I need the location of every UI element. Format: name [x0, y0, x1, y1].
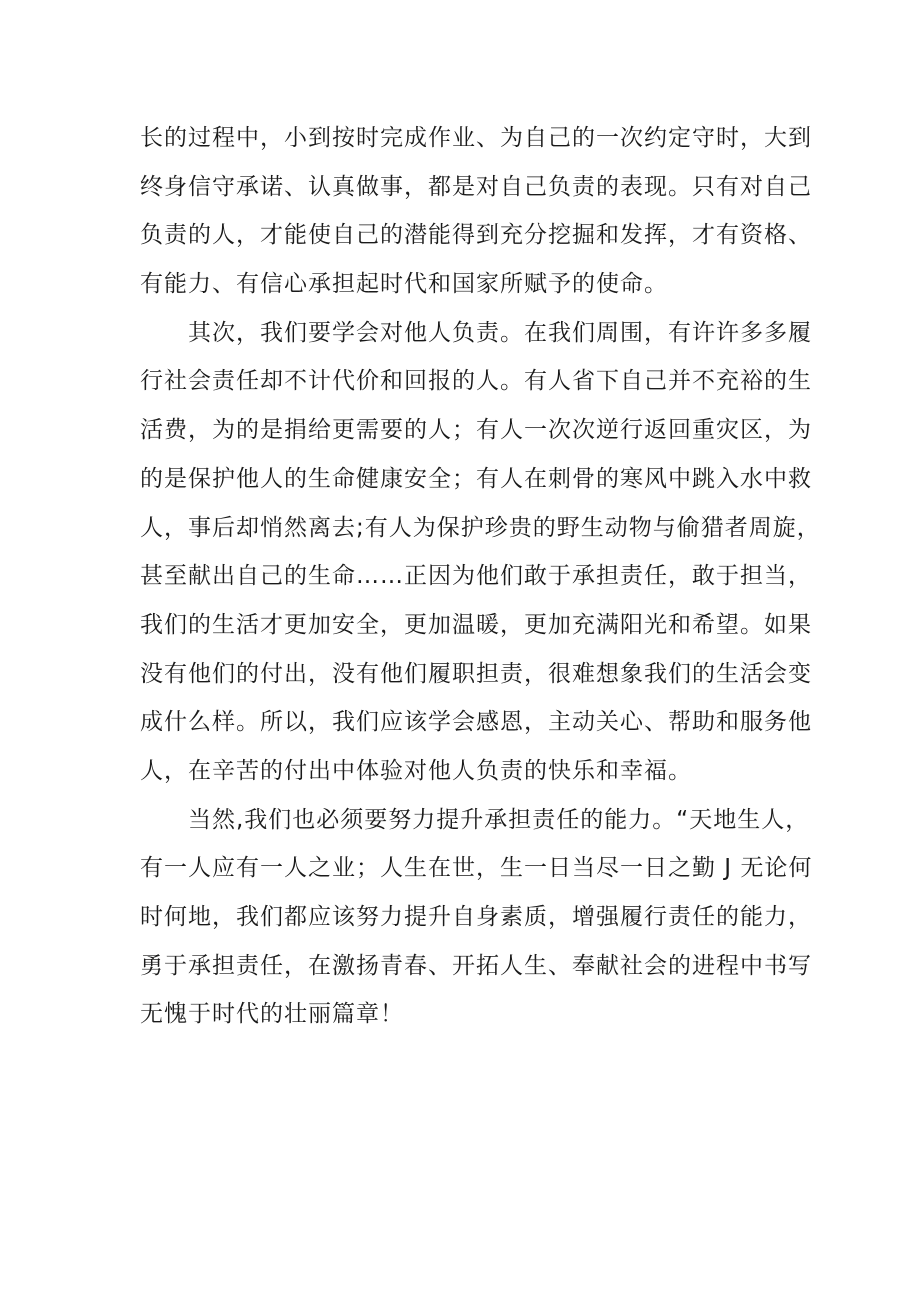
text-line: 无愧于时代的壮丽篇章！	[140, 1001, 404, 1028]
text-line: 活费，为的是捐给更需要的人；有人一次次逆行返回重灾区，为	[140, 417, 812, 444]
text-line: 长的过程中，小到按时完成作业、为自己的一次约定守时，大到	[140, 125, 812, 151]
text-line: 人，在辛苦的付出中体验对他人负责的快乐和幸福。	[140, 757, 692, 784]
text-line: 终身信守承诺、认真做事，都是对自己负责的表现。只有对自己	[140, 173, 812, 200]
text-line: 勇于承担责任，在激扬青春、开拓人生、奉献社会的进程中书写	[140, 952, 812, 979]
text-line: 成什么样。所以，我们应该学会感恩，主动关心、帮助和服务他	[140, 709, 812, 736]
text-line: 我们的生活才更加安全，更加温暖，更加充满阳光和希望。如果	[140, 611, 812, 638]
paragraph-first-line: 当然,我们也必须要努力提升承担责任的能力。“天地生人，	[188, 806, 810, 833]
text-line: 的是保护他人的生命健康安全；有人在刺骨的寒风中跳入水中救	[140, 465, 812, 492]
text-line: 有一人应有一人之业；人生在世，生一日当尽一日之勤 J 无论何	[140, 855, 813, 882]
text-line: 时何地，我们都应该努力提升自身素质，增强履行责任的能力，	[140, 904, 812, 930]
text-line: 人，事后却悄然离去;有人为保护珍贵的野生动物与偷猎者周旋，	[140, 514, 821, 541]
text-line: 甚至献出自己的生命……正因为他们敢于承担责任，敢于担当，	[140, 563, 812, 590]
text-line: 有能力、有信心承担起时代和国家所赋予的使命。	[140, 271, 668, 298]
text-line: 没有他们的付出，没有他们履职担责，很难想象我们的生活会变	[140, 660, 812, 687]
text-line: 负责的人，才能使自己的潜能得到充分挖掘和发挥，才有资格、	[140, 222, 812, 249]
document-body	[140, 114, 821, 1039]
paragraph-first-line: 其次，我们要学会对他人负责。在我们周围，有许许多多履	[188, 319, 812, 346]
text-line: 行社会责任却不计代价和回报的人。有人省下自己并不充裕的生	[140, 368, 812, 395]
